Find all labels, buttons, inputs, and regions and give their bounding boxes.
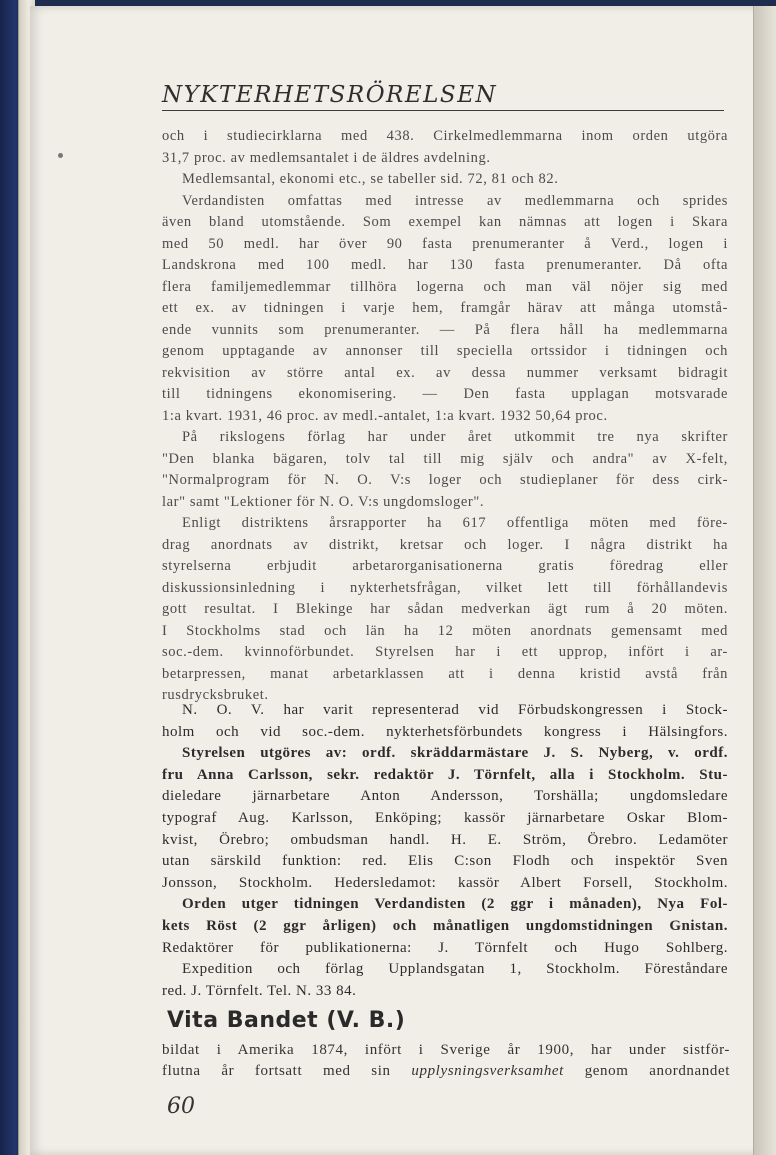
text-line: N. O. V. har varit representerad vid Förbudskongressen i Stock- [182,702,728,718]
text-line: rekvisition av större antal ex. av dessa nummer verksamt bidragit [162,364,728,381]
body-text-block-1 [162,126,728,707]
text-line: utan särskild funktion: red. Elis C:son Flodh och inspektör Sven [162,853,728,870]
section-intro [162,1040,730,1082]
text-line: Enligt distriktens årsrapporter ha 617 offentliga möten med före- [182,515,728,531]
text-line-mixed [162,1061,730,1082]
text-span: genom anordnandet [584,1063,730,1079]
text-line: soc.-dem. kvinnoförbundet. Styrelsen har i ett upprop, infört i ar- [162,644,728,660]
text-line: Medlemsantal, ekonomi etc., se tabeller sid. 72, 81 och 82. [182,171,559,187]
text-line: På rikslogens förlag har under året utkommit tre nya skrifter [182,429,728,445]
text-line: rusdrycksbruket. [162,687,269,703]
text-line: lar" samt "Lektioner för N. O. V:s ungdomsloger". [162,493,485,510]
header-title: NYKTERHETSRÖRELSEN [162,82,498,108]
text-line: 31,7 proc. av medlemsantalet i de äldres avdelning. [162,149,491,166]
text-line: Redaktörer för publikationerna: J. Törnfelt och Hugo Sohlberg. [162,939,728,956]
text-line: även bland utomstående. Som exempel kan nämnas att logen i Skara [162,214,728,230]
text-line: ende vunnits som prenumeranter. — På flera håll ha medlemmarna [162,321,728,338]
page-number: 60 [167,1094,195,1119]
text-line: kets Röst (2 ggr årligen) och månatligen ungdomstidningen Gnistan. [162,917,728,934]
text-line: red. J. Törnfelt. Tel. N. 33 84. [162,982,357,999]
text-line: holm och vid soc.-dem. nykterhetsförbundets kongress i Hälsingfors. [162,723,728,740]
body-text-block-2 [162,700,728,1002]
text-line: I Stockholms stad och län ha 12 möten anordnats gemensamt med [162,622,728,639]
text-line: 1:a kvart. 1931, 46 proc. av medl.-antalet, 1:a kvart. 1932 50,64 proc. [162,407,608,424]
text-line: genom upptagande av annonser till speciella ortssidor i tidningen och [162,343,728,359]
text-line: flera familjemedlemmar tillhöra logerna och man väl nöjer sig med [162,278,728,295]
margin-dot [58,153,63,158]
text-line: Orden utger tidningen Verdandisten (2 ggr i månaden), Nya Fol- [182,896,728,913]
text-line: betarpressen, manat arbetarklassen att i denna kristid avstå från [162,665,728,682]
text-line: kvist, Örebro; ombudsman handl. H. E. Ström, Örebro. Ledamöter [162,831,728,848]
text-line: Jonsson, Stockholm. Hedersledamot: kassör Albert Forsell, Stockholm. [162,874,728,891]
text-line: med 50 medl. har över 90 fasta prenumeranter å Verd., logen i [162,235,728,252]
text-line: till tidningens ekonomisering. — Den fasta upplagan motsvarade [162,386,728,402]
text-span: flutna år fortsatt med sin [162,1063,391,1079]
text-line: dieledare järnarbetare Anton Andersson, Torshälla; ungdomsledare [162,788,728,805]
text-line: Styrelsen utgöres av: ordf. skräddarmästare J. S. Nyberg, v. ordf. [182,745,728,762]
text-line: drag anordnats av distrikt, kretsar och loger. I några distrikt ha [162,536,728,553]
text-line: Landskrona med 100 medl. har 130 fasta prenumeranter. Då ofta [162,257,728,273]
next-page-edge [753,6,776,1155]
text-line: "Normalprogram för N. O. V:s loger och studieplaner för dess cirk- [162,472,728,488]
text-line: diskussionsinledning i nykterhetsfrågan, vilket lett till förhållandevis [162,579,728,596]
text-line: Expedition och förlag Upplandsgatan 1, Stockholm. Föreståndare [182,961,728,978]
text-line: styrelserna erbjudit arbetarorganisationerna gratis föredrag eller [162,558,728,574]
text-line: gott resultat. I Blekinge har sådan medverkan ägt rum å 20 möten. [162,601,728,617]
section-heading: Vita Bandet (V. B.) [167,1008,406,1033]
italic-term: upplysningsverksamhet [411,1063,564,1079]
running-header [162,76,724,111]
text-line: ett ex. av tidningen i varje hem, framgår härav att många utomstå- [162,300,728,316]
text-line: typograf Aug. Karlsson, Enköping; kassör järnarbetare Oskar Blom- [162,809,728,826]
text-line: fru Anna Carlsson, sekr. redaktör J. Törnfelt, alla i Stockholm. Stu- [162,766,728,783]
text-line: Verdandisten omfattas med intresse av medlemmarna och sprides [182,192,728,209]
text-line: "Den blanka bägaren, tolv tal till mig själv och andra" av X-felt, [162,450,728,467]
text-line: bildat i Amerika 1874, infört i Sverige år 1900, har under sistför- [162,1042,730,1058]
text-line: och i studiecirklarna med 438. Cirkelmedlemmarna inom orden utgöra [162,128,728,144]
